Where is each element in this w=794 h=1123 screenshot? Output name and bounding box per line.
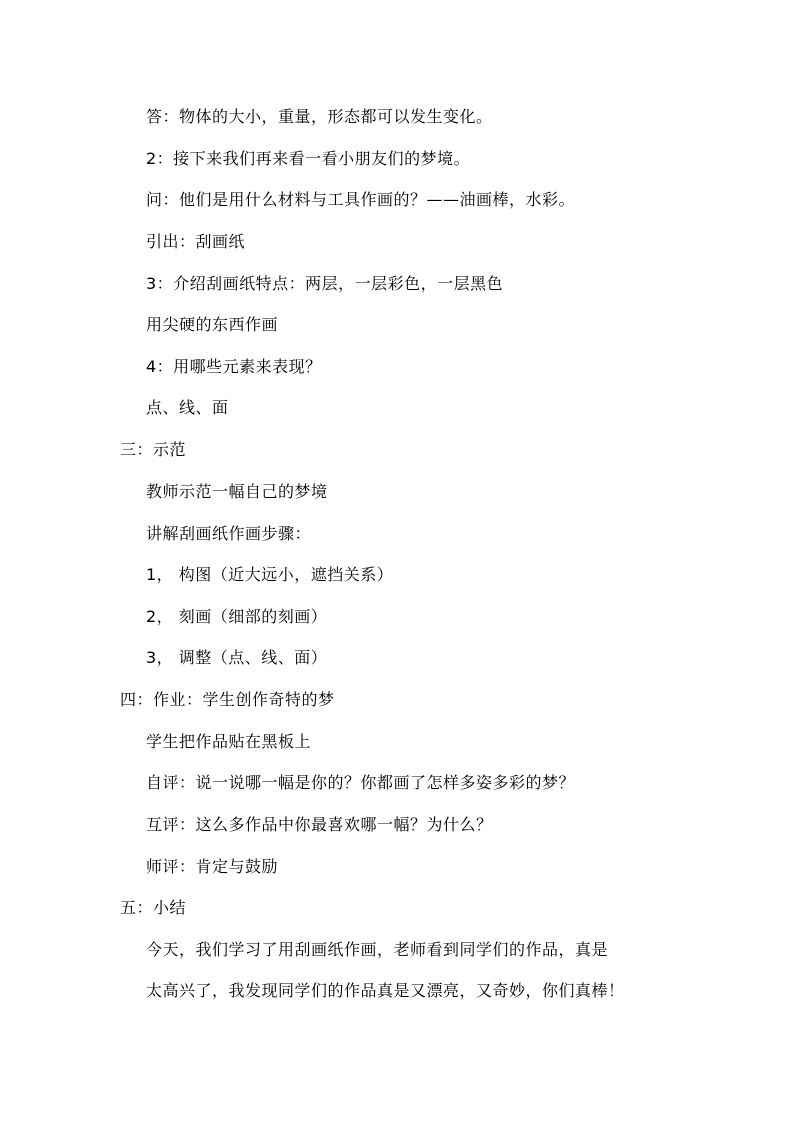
elements-line: 点、线、面 xyxy=(146,398,229,417)
tool-line: 用尖硬的东西作画 xyxy=(146,315,279,334)
steps-intro-line: 讲解刮画纸作画步骤： xyxy=(146,524,312,543)
summary-line-1: 今天，我们学习了用刮画纸作画，老师看到同学们的作品，真是 xyxy=(146,940,609,959)
summary-line-2: 太高兴了，我发现同学们的作品真是又漂亮，又奇妙，你们真棒！ xyxy=(146,981,625,1000)
peer-eval-line: 互评：这么多作品中你最喜欢哪一幅？为什么？ xyxy=(146,815,493,834)
question-line: 问：他们是用什么材料与工具作画的？——油画棒，水彩。 xyxy=(146,190,576,209)
step-2-line: 2：接下来我们再来看一看小朋友们的梦境。 xyxy=(146,149,471,168)
teacher-demo-line: 教师示范一幅自己的梦境 xyxy=(146,482,328,501)
section-homework-heading: 四：作业：学生创作奇特的梦 xyxy=(120,690,335,709)
section-summary-heading: 五：小结 xyxy=(120,898,187,917)
post-work-line: 学生把作品贴在黑板上 xyxy=(146,732,312,751)
step-adjust-line: 3， 调整（点、线、面） xyxy=(146,648,328,667)
answer-line: 答：物体的大小，重量，形态都可以发生变化。 xyxy=(146,107,493,126)
step-composition-line: 1， 构图（近大远小，遮挡关系） xyxy=(146,565,394,584)
teacher-eval-line: 师评：肯定与鼓励 xyxy=(146,857,279,876)
section-demo-heading: 三：示范 xyxy=(120,440,187,459)
step-4-line: 4：用哪些元素来表现？ xyxy=(146,357,322,376)
step-engraving-line: 2， 刻画（细部的刻画） xyxy=(146,607,328,626)
self-eval-line: 自评：说一说哪一幅是你的？你都画了怎样多姿多彩的梦？ xyxy=(146,773,576,792)
introduce-line: 引出：刮画纸 xyxy=(146,232,246,251)
step-3-line: 3：介绍刮画纸特点：两层，一层彩色，一层黑色 xyxy=(146,274,504,293)
